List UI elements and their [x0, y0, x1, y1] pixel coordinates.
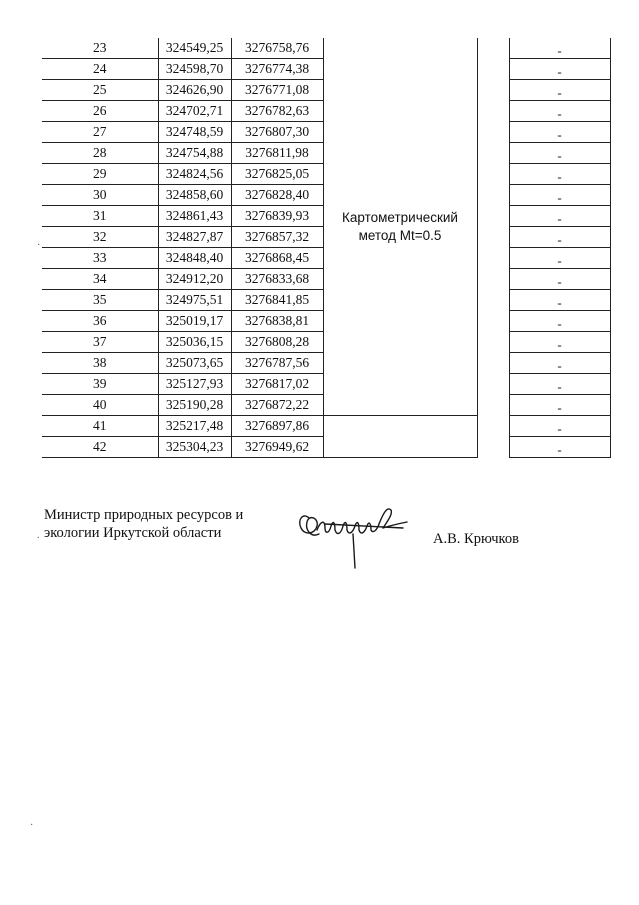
error-value: -	[557, 232, 562, 247]
x-coordinate-cell: 324748,59	[158, 122, 231, 143]
table-row	[42, 38, 610, 59]
error-value: -	[557, 127, 562, 142]
error-cell	[509, 374, 610, 395]
x-coordinate-cell: 324702,71	[158, 101, 231, 122]
y-coordinate-cell: 3276811,98	[231, 143, 323, 164]
x-coordinate-cell: 324858,60	[158, 185, 231, 206]
signatory-name: А.В. Крючков	[433, 531, 519, 547]
handwritten-signature	[295, 498, 413, 570]
y-coordinate-cell: 3276771,08	[231, 80, 323, 101]
error-cell	[509, 248, 610, 269]
x-coordinate-cell: 324848,40	[158, 248, 231, 269]
error-value: -	[557, 316, 562, 331]
error-value: -	[557, 169, 562, 184]
coordinates-table	[42, 38, 611, 458]
x-coordinate-cell: 325217,48	[158, 416, 231, 437]
y-coordinate-cell: 3276774,38	[231, 59, 323, 80]
error-value: -	[557, 379, 562, 394]
coordinates-table-body	[42, 38, 610, 458]
error-cell	[509, 143, 610, 164]
error-cell	[509, 290, 610, 311]
error-cell	[509, 59, 610, 80]
error-value: -	[557, 295, 562, 310]
y-coordinate-cell: 3276817,02	[231, 374, 323, 395]
x-coordinate-cell: 325036,15	[158, 332, 231, 353]
point-number-cell: 38	[42, 353, 158, 374]
x-coordinate-cell: 324975,51	[158, 290, 231, 311]
error-cell	[509, 269, 610, 290]
y-coordinate-cell: 3276828,40	[231, 185, 323, 206]
y-coordinate-cell: 3276825,05	[231, 164, 323, 185]
x-coordinate-cell: 325304,23	[158, 437, 231, 458]
error-cell	[509, 332, 610, 353]
error-cell	[509, 101, 610, 122]
y-coordinate-cell: 3276872,22	[231, 395, 323, 416]
y-coordinate-cell: 3276787,56	[231, 353, 323, 374]
point-number-cell: 37	[42, 332, 158, 353]
point-number-cell: 41	[42, 416, 158, 437]
x-coordinate-cell: 324912,20	[158, 269, 231, 290]
point-number-cell: 32	[42, 227, 158, 248]
x-coordinate-cell: 324824,56	[158, 164, 231, 185]
method-line-2: метод Mt=0.5	[358, 227, 442, 243]
point-number-cell: 24	[42, 59, 158, 80]
y-coordinate-cell: 3276782,63	[231, 101, 323, 122]
x-coordinate-cell: 325190,28	[158, 395, 231, 416]
error-value: -	[557, 148, 562, 163]
error-value: -	[557, 358, 562, 373]
y-coordinate-cell: 3276808,28	[231, 332, 323, 353]
point-number-cell: 35	[42, 290, 158, 311]
error-cell	[509, 416, 610, 437]
error-cell	[509, 185, 610, 206]
point-number-cell: 39	[42, 374, 158, 395]
y-coordinate-cell: 3276857,32	[231, 227, 323, 248]
method-line-1: Картометрический	[342, 209, 458, 225]
point-number-cell: 33	[42, 248, 158, 269]
signatory-title-line-2: экологии Иркутской области	[44, 525, 222, 541]
scan-speck: ·	[30, 820, 34, 831]
point-number-cell: 25	[42, 80, 158, 101]
y-coordinate-cell: 3276758,76	[231, 38, 323, 59]
error-value: -	[557, 190, 562, 205]
y-coordinate-cell: 3276868,45	[231, 248, 323, 269]
y-coordinate-cell: 3276833,68	[231, 269, 323, 290]
scan-speck: .	[37, 530, 40, 541]
y-coordinate-cell: 3276807,30	[231, 122, 323, 143]
x-coordinate-cell: 324549,25	[158, 38, 231, 59]
x-coordinate-cell: 325127,93	[158, 374, 231, 395]
point-number-cell: 27	[42, 122, 158, 143]
x-coordinate-cell: 324626,90	[158, 80, 231, 101]
error-value: -	[557, 337, 562, 352]
table-row	[42, 416, 610, 437]
point-number-cell: 40	[42, 395, 158, 416]
x-coordinate-cell: 324598,70	[158, 59, 231, 80]
empty-cell	[477, 416, 509, 458]
error-value: -	[557, 274, 562, 289]
error-cell	[509, 437, 610, 458]
x-coordinate-cell: 325019,17	[158, 311, 231, 332]
y-coordinate-cell: 3276949,62	[231, 437, 323, 458]
error-value: -	[557, 211, 562, 226]
error-value: -	[557, 421, 562, 436]
y-coordinate-cell: 3276838,81	[231, 311, 323, 332]
error-cell	[509, 227, 610, 248]
error-value: -	[557, 442, 562, 457]
point-number-cell: 26	[42, 101, 158, 122]
y-coordinate-cell: 3276841,85	[231, 290, 323, 311]
empty-cell	[477, 38, 509, 416]
y-coordinate-cell: 3276897,86	[231, 416, 323, 437]
error-cell	[509, 311, 610, 332]
error-cell	[509, 80, 610, 101]
error-value: -	[557, 106, 562, 121]
signatory-title-line-1: Министр природных ресурсов и	[44, 507, 244, 523]
error-value: -	[557, 253, 562, 268]
point-number-cell: 36	[42, 311, 158, 332]
error-cell	[509, 38, 610, 59]
error-value: -	[557, 400, 562, 415]
error-value: -	[557, 43, 562, 58]
point-number-cell: 31	[42, 206, 158, 227]
point-number-cell: 30	[42, 185, 158, 206]
error-cell	[509, 164, 610, 185]
point-number-cell: 29	[42, 164, 158, 185]
y-coordinate-cell: 3276839,93	[231, 206, 323, 227]
error-cell	[509, 395, 610, 416]
point-number-cell: 23	[42, 38, 158, 59]
point-number-cell: 42	[42, 437, 158, 458]
method-cell	[323, 38, 477, 416]
empty-cell	[323, 416, 477, 458]
error-value: -	[557, 85, 562, 100]
error-cell	[509, 206, 610, 227]
error-value: -	[557, 64, 562, 79]
signatory-title	[44, 506, 243, 542]
point-number-cell: 28	[42, 143, 158, 164]
x-coordinate-cell: 324861,43	[158, 206, 231, 227]
x-coordinate-cell: 324827,87	[158, 227, 231, 248]
point-number-cell: 34	[42, 269, 158, 290]
scan-speck: ·	[37, 240, 41, 251]
x-coordinate-cell: 324754,88	[158, 143, 231, 164]
error-cell	[509, 122, 610, 143]
error-cell	[509, 353, 610, 374]
x-coordinate-cell: 325073,65	[158, 353, 231, 374]
